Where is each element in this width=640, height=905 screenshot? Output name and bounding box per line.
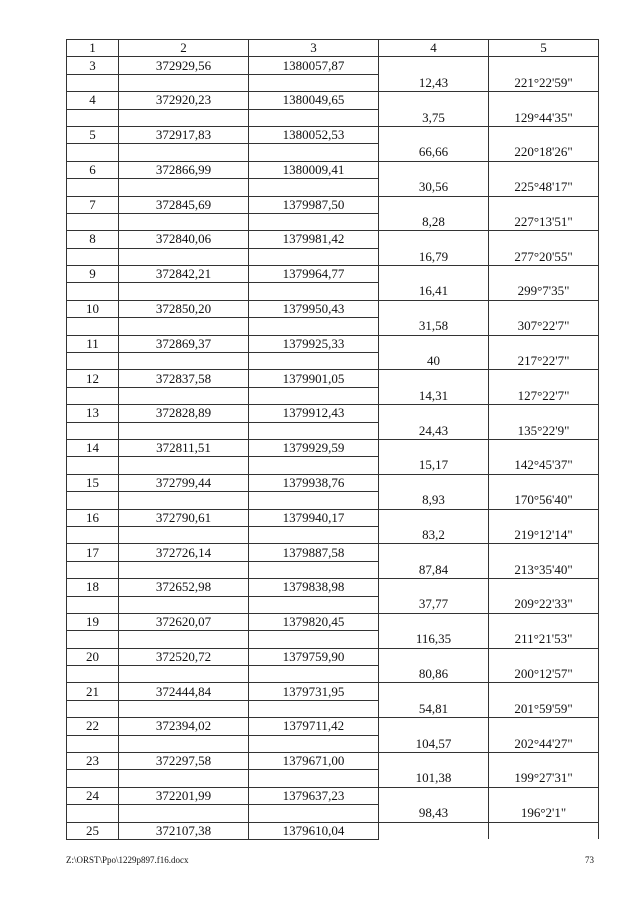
segment-row (67, 526, 599, 543)
empty-cell (249, 109, 379, 126)
coordinates-table-body (67, 40, 599, 840)
empty-cell (67, 596, 119, 613)
header-row (67, 40, 599, 57)
empty-cell (379, 161, 489, 178)
x-coordinate: 372201,99 (119, 787, 249, 804)
empty-cell (489, 231, 599, 248)
segment-length: 16,79 (379, 248, 489, 265)
segment-row (67, 457, 599, 474)
empty-cell (489, 57, 599, 74)
x-coordinate: 372652,98 (119, 579, 249, 596)
segment-length: 8,93 (379, 492, 489, 509)
point-row (67, 718, 599, 735)
y-coordinate: 1379938,76 (249, 474, 379, 491)
empty-cell (119, 109, 249, 126)
segment-length: 116,35 (379, 631, 489, 648)
point-row (67, 579, 599, 596)
empty-cell (249, 561, 379, 578)
empty-cell (67, 387, 119, 404)
empty-cell (379, 787, 489, 804)
segment-row (67, 596, 599, 613)
segment-row (67, 631, 599, 648)
segment-length: 83,2 (379, 526, 489, 543)
point-number: 5 (67, 126, 119, 143)
segment-row (67, 422, 599, 439)
point-number: 10 (67, 300, 119, 317)
y-coordinate: 1379981,42 (249, 231, 379, 248)
empty-cell (249, 666, 379, 683)
empty-cell (67, 631, 119, 648)
y-coordinate: 1379940,17 (249, 509, 379, 526)
x-coordinate: 372799,44 (119, 474, 249, 491)
empty-cell (489, 161, 599, 178)
header-point-number: 1 (67, 40, 119, 57)
empty-cell (119, 770, 249, 787)
empty-cell (489, 405, 599, 422)
page-number: 73 (585, 855, 594, 865)
segment-row (67, 353, 599, 370)
empty-cell (249, 213, 379, 230)
x-coordinate: 372845,69 (119, 196, 249, 213)
point-row (67, 648, 599, 665)
empty-cell (67, 353, 119, 370)
segment-azimuth: 219°12'14" (489, 526, 599, 543)
segment-length: 3,75 (379, 109, 489, 126)
point-row (67, 787, 599, 804)
x-coordinate: 372107,38 (119, 822, 249, 839)
segment-azimuth: 142°45'37" (489, 457, 599, 474)
empty-cell (249, 700, 379, 717)
empty-cell (67, 666, 119, 683)
segment-row (67, 770, 599, 787)
empty-cell (489, 613, 599, 630)
empty-cell (119, 422, 249, 439)
empty-cell (119, 213, 249, 230)
empty-cell (67, 318, 119, 335)
segment-length: 37,77 (379, 596, 489, 613)
empty-cell (119, 735, 249, 752)
empty-cell (249, 457, 379, 474)
empty-cell (489, 509, 599, 526)
empty-cell (67, 700, 119, 717)
point-row (67, 544, 599, 561)
point-number: 3 (67, 57, 119, 74)
y-coordinate: 1379637,23 (249, 787, 379, 804)
y-coordinate: 1379671,00 (249, 753, 379, 770)
segment-length: 80,86 (379, 666, 489, 683)
empty-cell (489, 648, 599, 665)
segment-length: 12,43 (379, 74, 489, 91)
header-y-coordinate: 3 (249, 40, 379, 57)
segment-row (67, 735, 599, 752)
segment-azimuth: 209°22'33" (489, 596, 599, 613)
empty-cell (249, 248, 379, 265)
point-number: 12 (67, 370, 119, 387)
y-coordinate: 1379759,90 (249, 648, 379, 665)
x-coordinate: 372842,21 (119, 266, 249, 283)
segment-azimuth: 199°27'31" (489, 770, 599, 787)
empty-cell (489, 787, 599, 804)
y-coordinate: 1380009,41 (249, 161, 379, 178)
empty-cell (67, 248, 119, 265)
point-number: 19 (67, 613, 119, 630)
segment-row (67, 213, 599, 230)
point-row (67, 335, 599, 352)
segment-row (67, 387, 599, 404)
empty-cell (249, 526, 379, 543)
empty-cell (119, 248, 249, 265)
empty-cell (379, 718, 489, 735)
empty-cell (67, 74, 119, 91)
empty-cell (67, 109, 119, 126)
x-coordinate: 372297,58 (119, 753, 249, 770)
empty-cell (119, 283, 249, 300)
y-coordinate: 1379610,04 (249, 822, 379, 839)
x-coordinate: 372920,23 (119, 92, 249, 109)
segment-azimuth: 129°44'35" (489, 109, 599, 126)
empty-cell (489, 335, 599, 352)
x-coordinate: 372790,61 (119, 509, 249, 526)
header-x-coordinate: 2 (119, 40, 249, 57)
empty-cell (489, 300, 599, 317)
empty-cell (379, 335, 489, 352)
point-number: 20 (67, 648, 119, 665)
y-coordinate: 1379950,43 (249, 300, 379, 317)
segment-length: 16,41 (379, 283, 489, 300)
x-coordinate: 372811,51 (119, 439, 249, 456)
point-number: 18 (67, 579, 119, 596)
y-coordinate: 1379711,42 (249, 718, 379, 735)
empty-cell (489, 266, 599, 283)
segment-azimuth: 211°21'53" (489, 631, 599, 648)
point-number: 25 (67, 822, 119, 839)
segment-azimuth: 220°18'26" (489, 144, 599, 161)
segment-row (67, 700, 599, 717)
point-number: 22 (67, 718, 119, 735)
x-coordinate: 372394,02 (119, 718, 249, 735)
empty-cell (379, 474, 489, 491)
empty-cell (67, 805, 119, 822)
empty-cell (67, 144, 119, 161)
segment-azimuth: 196°2'1" (489, 805, 599, 822)
segment-length: 101,38 (379, 770, 489, 787)
empty-cell (379, 822, 489, 839)
x-coordinate: 372840,06 (119, 231, 249, 248)
empty-cell (489, 718, 599, 735)
point-number: 17 (67, 544, 119, 561)
segment-azimuth: 201°59'59" (489, 700, 599, 717)
point-row (67, 405, 599, 422)
segment-length: 15,17 (379, 457, 489, 474)
point-number: 7 (67, 196, 119, 213)
y-coordinate: 1379901,05 (249, 370, 379, 387)
empty-cell (379, 370, 489, 387)
segment-length: 31,58 (379, 318, 489, 335)
point-number: 24 (67, 787, 119, 804)
point-row (67, 509, 599, 526)
segment-azimuth: 307°22'7" (489, 318, 599, 335)
empty-cell (379, 579, 489, 596)
point-number: 9 (67, 266, 119, 283)
empty-cell (249, 422, 379, 439)
empty-cell (489, 370, 599, 387)
empty-cell (489, 474, 599, 491)
empty-cell (249, 805, 379, 822)
empty-cell (379, 753, 489, 770)
empty-cell (119, 318, 249, 335)
empty-cell (67, 561, 119, 578)
y-coordinate: 1380049,65 (249, 92, 379, 109)
y-coordinate: 1379838,98 (249, 579, 379, 596)
empty-cell (249, 179, 379, 196)
empty-cell (249, 770, 379, 787)
point-row (67, 57, 599, 74)
empty-cell (489, 126, 599, 143)
x-coordinate: 372520,72 (119, 648, 249, 665)
empty-cell (67, 179, 119, 196)
empty-cell (67, 422, 119, 439)
segment-length: 8,28 (379, 213, 489, 230)
point-number: 15 (67, 474, 119, 491)
segment-azimuth: 299°7'35" (489, 283, 599, 300)
empty-cell (379, 439, 489, 456)
point-number: 14 (67, 439, 119, 456)
empty-cell (249, 318, 379, 335)
empty-cell (379, 126, 489, 143)
segment-row (67, 283, 599, 300)
point-row (67, 474, 599, 491)
segment-row (67, 179, 599, 196)
segment-row (67, 109, 599, 126)
segment-length: 98,43 (379, 805, 489, 822)
x-coordinate: 372726,14 (119, 544, 249, 561)
empty-cell (249, 492, 379, 509)
segment-row (67, 561, 599, 578)
point-row (67, 439, 599, 456)
empty-cell (119, 74, 249, 91)
segment-length: 87,84 (379, 561, 489, 578)
y-coordinate: 1379987,50 (249, 196, 379, 213)
x-coordinate: 372828,89 (119, 405, 249, 422)
empty-cell (489, 753, 599, 770)
empty-cell (67, 735, 119, 752)
segment-azimuth: 202°44'27" (489, 735, 599, 752)
segment-azimuth: 227°13'51" (489, 213, 599, 230)
segment-azimuth: 217°22'7" (489, 353, 599, 370)
point-row (67, 683, 599, 700)
empty-cell (249, 144, 379, 161)
empty-cell (119, 631, 249, 648)
empty-cell (489, 544, 599, 561)
y-coordinate: 1379887,58 (249, 544, 379, 561)
empty-cell (489, 196, 599, 213)
empty-cell (249, 353, 379, 370)
segment-azimuth: 213°35'40" (489, 561, 599, 578)
segment-length: 40 (379, 353, 489, 370)
empty-cell (119, 179, 249, 196)
x-coordinate: 372850,20 (119, 300, 249, 317)
empty-cell (119, 596, 249, 613)
header-length: 4 (379, 40, 489, 57)
y-coordinate: 1380057,87 (249, 57, 379, 74)
empty-cell (489, 822, 599, 839)
empty-cell (119, 492, 249, 509)
y-coordinate: 1379964,77 (249, 266, 379, 283)
coordinates-table (66, 39, 599, 840)
empty-cell (489, 683, 599, 700)
empty-cell (379, 92, 489, 109)
point-number: 6 (67, 161, 119, 178)
point-row (67, 231, 599, 248)
empty-cell (67, 492, 119, 509)
y-coordinate: 1379731,95 (249, 683, 379, 700)
segment-length: 104,57 (379, 735, 489, 752)
point-number: 21 (67, 683, 119, 700)
segment-azimuth: 225°48'17" (489, 179, 599, 196)
point-row (67, 370, 599, 387)
header-azimuth: 5 (489, 40, 599, 57)
segment-row (67, 144, 599, 161)
empty-cell (67, 526, 119, 543)
point-number: 4 (67, 92, 119, 109)
empty-cell (67, 770, 119, 787)
empty-cell (379, 683, 489, 700)
segment-azimuth: 221°22'59" (489, 74, 599, 91)
empty-cell (67, 213, 119, 230)
x-coordinate: 372917,83 (119, 126, 249, 143)
y-coordinate: 1379912,43 (249, 405, 379, 422)
empty-cell (119, 666, 249, 683)
point-number: 13 (67, 405, 119, 422)
empty-cell (119, 353, 249, 370)
empty-cell (379, 196, 489, 213)
empty-cell (119, 561, 249, 578)
empty-cell (379, 57, 489, 74)
empty-cell (379, 300, 489, 317)
point-row (67, 161, 599, 178)
point-row (67, 266, 599, 283)
empty-cell (119, 526, 249, 543)
x-coordinate: 372869,37 (119, 335, 249, 352)
point-row (67, 753, 599, 770)
segment-azimuth: 200°12'57" (489, 666, 599, 683)
empty-cell (249, 596, 379, 613)
point-number: 11 (67, 335, 119, 352)
y-coordinate: 1379820,45 (249, 613, 379, 630)
empty-cell (119, 805, 249, 822)
segment-azimuth: 127°22'7" (489, 387, 599, 404)
segment-azimuth: 170°56'40" (489, 492, 599, 509)
segment-row (67, 248, 599, 265)
file-path: Z:\ORST\Ppo\1229p897.f16.docx (66, 855, 189, 865)
segment-row (67, 74, 599, 91)
segment-row (67, 318, 599, 335)
point-number: 16 (67, 509, 119, 526)
segment-length: 24,43 (379, 422, 489, 439)
empty-cell (67, 457, 119, 474)
point-row (67, 196, 599, 213)
x-coordinate: 372444,84 (119, 683, 249, 700)
empty-cell (489, 579, 599, 596)
empty-cell (67, 283, 119, 300)
segment-length: 30,56 (379, 179, 489, 196)
point-row (67, 92, 599, 109)
x-coordinate: 372837,58 (119, 370, 249, 387)
empty-cell (489, 92, 599, 109)
x-coordinate: 372929,56 (119, 57, 249, 74)
empty-cell (249, 283, 379, 300)
empty-cell (379, 648, 489, 665)
segment-row (67, 492, 599, 509)
segment-row (67, 805, 599, 822)
segment-azimuth: 277°20'55" (489, 248, 599, 265)
point-number: 23 (67, 753, 119, 770)
empty-cell (249, 387, 379, 404)
empty-cell (379, 613, 489, 630)
y-coordinate: 1380052,53 (249, 126, 379, 143)
point-row (67, 300, 599, 317)
y-coordinate: 1379929,59 (249, 439, 379, 456)
empty-cell (249, 735, 379, 752)
segment-length: 66,66 (379, 144, 489, 161)
empty-cell (379, 544, 489, 561)
empty-cell (249, 74, 379, 91)
empty-cell (249, 631, 379, 648)
empty-cell (119, 144, 249, 161)
empty-cell (119, 700, 249, 717)
empty-cell (119, 387, 249, 404)
empty-cell (379, 231, 489, 248)
segment-azimuth: 135°22'9" (489, 422, 599, 439)
empty-cell (489, 439, 599, 456)
empty-cell (379, 266, 489, 283)
empty-cell (119, 457, 249, 474)
x-coordinate: 372620,07 (119, 613, 249, 630)
y-coordinate: 1379925,33 (249, 335, 379, 352)
empty-cell (379, 509, 489, 526)
point-row (67, 822, 599, 839)
point-row (67, 126, 599, 143)
segment-length: 14,31 (379, 387, 489, 404)
point-row (67, 613, 599, 630)
empty-cell (379, 405, 489, 422)
x-coordinate: 372866,99 (119, 161, 249, 178)
point-number: 8 (67, 231, 119, 248)
segment-row (67, 666, 599, 683)
segment-length: 54,81 (379, 700, 489, 717)
